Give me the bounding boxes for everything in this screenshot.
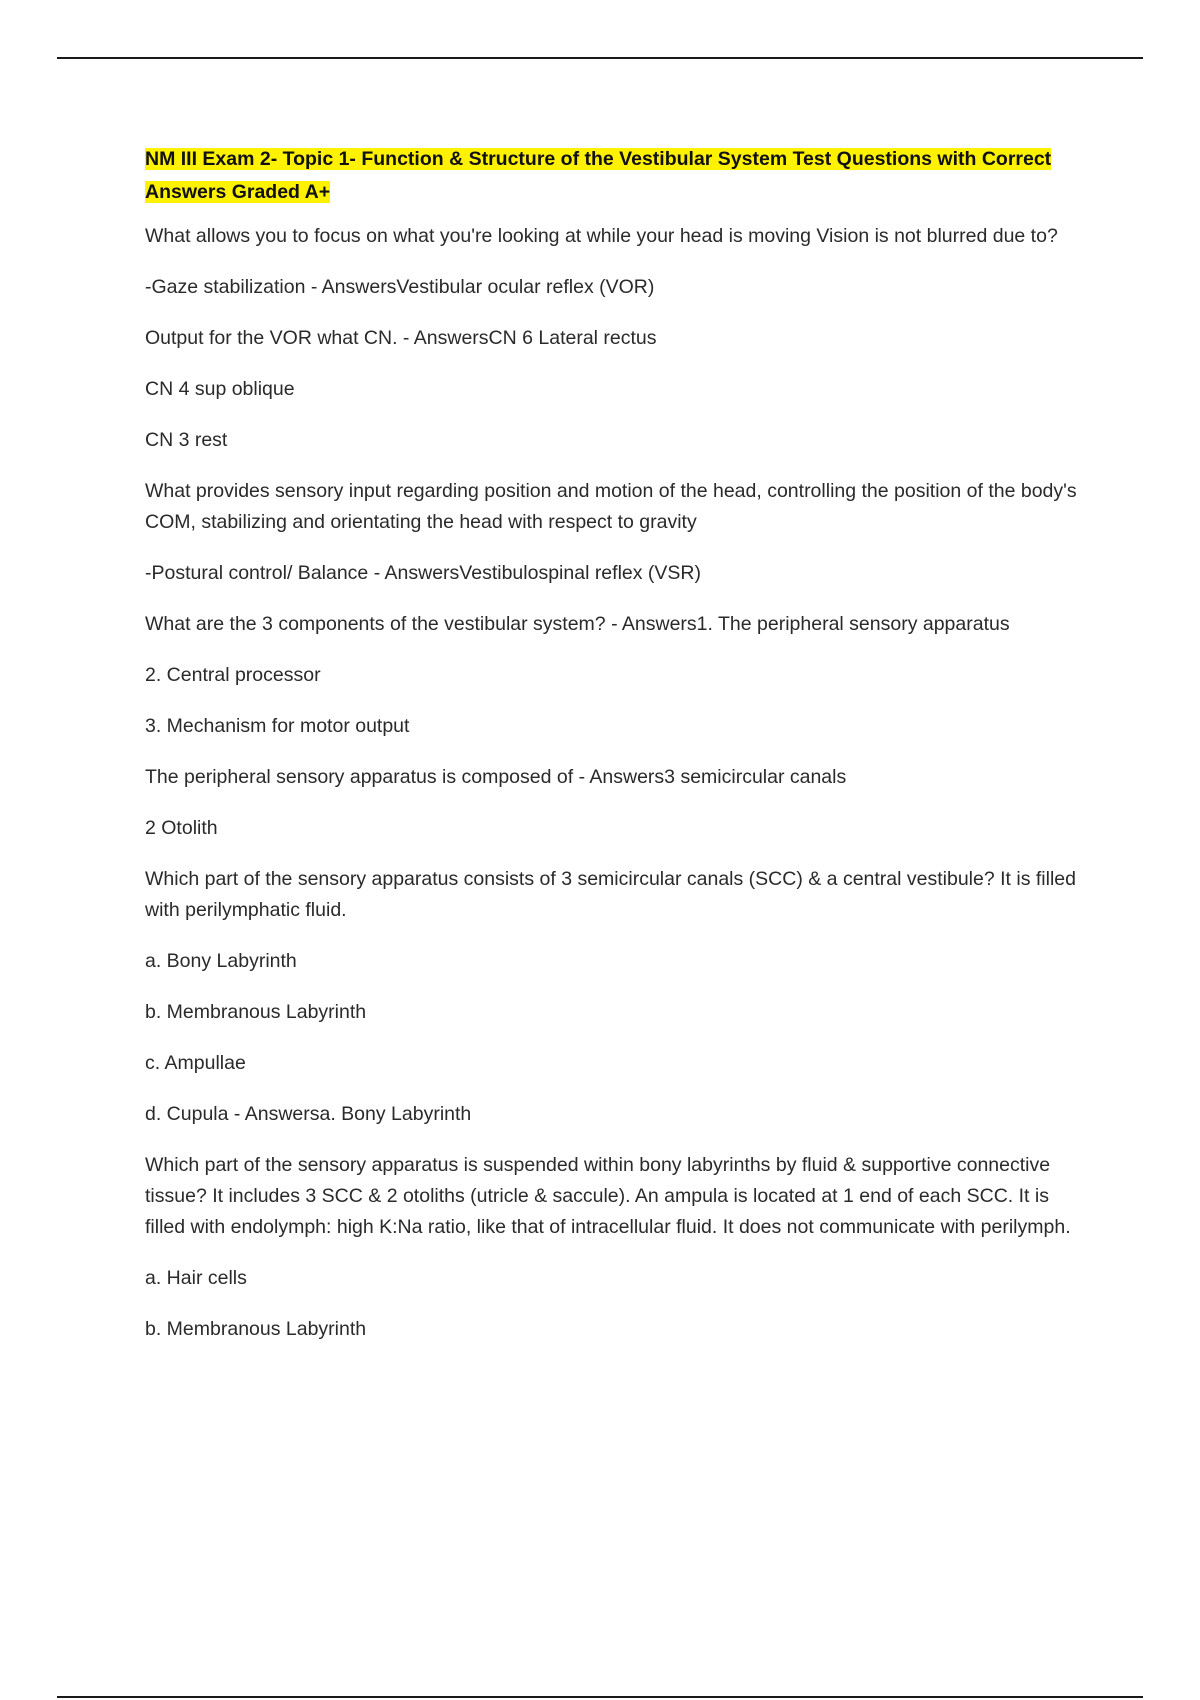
answer-line: CN 4 sup oblique — [145, 378, 295, 400]
option-a: a. Bony Labyrinth — [145, 950, 297, 972]
option-b: b. Membranous Labyrinth — [145, 1001, 367, 1023]
answer-line: 2 Otolith — [145, 817, 218, 839]
option-d-with-answer: d. Cupula - Answersa. Bony Labyrinth — [145, 1103, 472, 1125]
page-top-rule — [57, 57, 1143, 59]
answer-1: -Gaze stabilization - AnswersVestibular ocular reflex (VOR) — [145, 276, 655, 298]
answer-line: CN 3 rest — [145, 429, 228, 451]
question-2: Output for the VOR what CN. - AnswersCN 6 Lateral rectus — [145, 327, 657, 349]
answer-3: -Postural control/ Balance - AnswersVestibulospinal reflex (VSR) — [145, 562, 701, 584]
question-4: What are the 3 components of the vestibular system? - Answers1. The peripheral sensory apparatus — [145, 613, 1010, 635]
question-7: Which part of the sensory apparatus is suspended within bony labyrinths by fluid & supportive connective tissue? It includes 3 SCC & 2 otoliths (utricle & saccule). An ampula is located at 1 end of each SCC. It is filled with endolymph: high K:Na ratio, like that of intracellular fluid. It does not communicate with perilymph. — [145, 1154, 1071, 1238]
highlighted-title-text: NM III Exam 2- Topic 1- Function & Structure of the Vestibular System Test Questions with Correct Answers Graded A+ — [145, 148, 1052, 203]
answer-line: 3. Mechanism for motor output — [145, 715, 410, 737]
question-6: Which part of the sensory apparatus consists of 3 semicircular canals (SCC) & a central vestibule? It is filled with perilymphatic fluid. — [145, 868, 1076, 921]
option-c: c. Ampullae — [145, 1052, 246, 1074]
answer-line: 2. Central processor — [145, 664, 321, 686]
option-b: b. Membranous Labyrinth — [145, 1318, 367, 1340]
question-3: What provides sensory input regarding position and motion of the head, controlling the position of the body's COM, stabilizing and orientating the head with respect to gravity — [145, 480, 1077, 533]
option-a: a. Hair cells — [145, 1267, 247, 1289]
question-5: The peripheral sensory apparatus is composed of - Answers3 semicircular canals — [145, 766, 847, 788]
page-bottom-rule — [57, 1696, 1143, 1698]
question-1: What allows you to focus on what you're looking at while your head is moving Vision is not blurred due to? — [145, 225, 1058, 247]
document-body — [145, 143, 1090, 1365]
document-title — [145, 143, 1090, 209]
